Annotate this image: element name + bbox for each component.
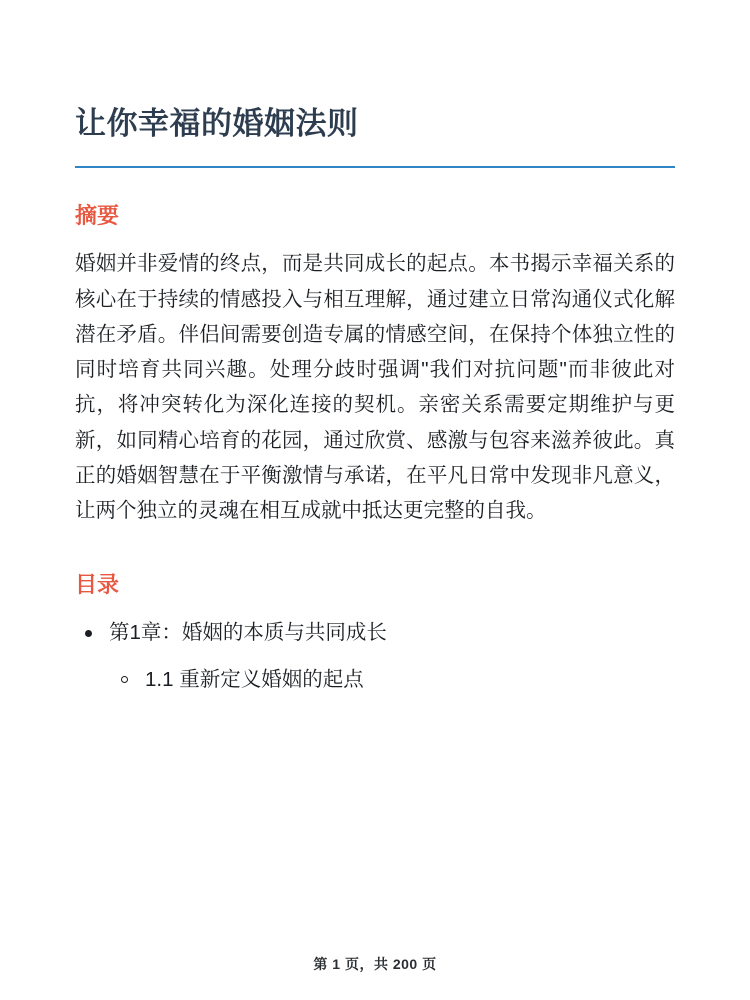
page-footer: 第 1 页，共 200 页	[313, 956, 437, 972]
page-title: 让你幸福的婚姻法则	[75, 106, 359, 141]
list-item[interactable]	[109, 664, 675, 697]
toc-sublist	[109, 664, 675, 697]
toc-subitem-label: 1.1 重新定义婚姻的起点	[145, 668, 364, 692]
toc-list	[75, 617, 675, 697]
title-divider	[75, 166, 675, 168]
abstract-heading: 摘要	[75, 202, 120, 228]
list-item[interactable]	[75, 617, 675, 697]
toc-item-label: 第1章：婚姻的本质与共同成长	[109, 621, 387, 645]
abstract-text: 婚姻并非爱情的终点，而是共同成长的起点。本书揭示幸福关系的核心在于持续的情感投入与相互理解，通过建立日常沟通仪式化解潜在矛盾。伴侣间需要创造专属的情感空间，在保持个体独立性的同时培育共同兴趣。处理分歧时强调"我们对抗问题"而非彼此对抗，将冲突转化为深化连接的契机。亲密关系需要定期维护与更新，如同精心培育的花园，通过欣赏、感激与包容来滋养彼此。真正的婚姻智慧在于平衡激情与承诺，在平凡日常中发现非凡意义，让两个独立的灵魂在相互成就中抵达更完整的自我。	[75, 252, 675, 523]
toc-heading: 目录	[75, 572, 120, 598]
